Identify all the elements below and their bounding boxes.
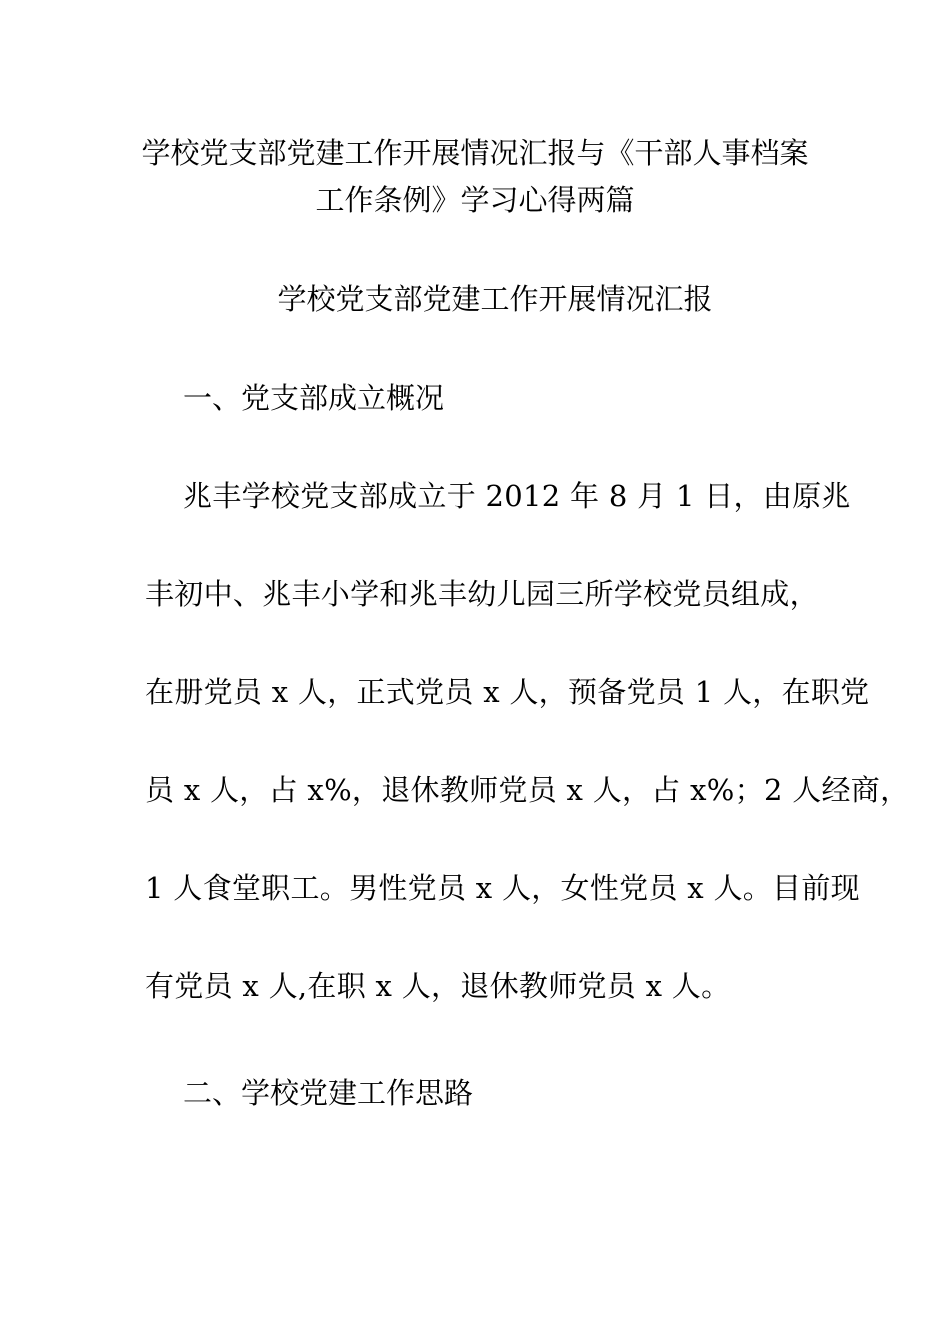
document-title-line-1: 学校党支部党建工作开展情况汇报与《干部人事档案 xyxy=(141,136,809,170)
section-heading-2: 二、学校党建工作思路 xyxy=(183,1076,474,1110)
body-text-line: 有党员 x 人,在职 x 人，退休教师党员 x 人。 xyxy=(145,969,731,1003)
body-text-line: 丰初中、兆丰小学和兆丰幼儿园三所学校党员组成， xyxy=(145,577,819,611)
document-title-line-2: 工作条例》学习心得两篇 xyxy=(315,183,635,217)
section-heading-1: 一、党支部成立概况 xyxy=(183,381,445,415)
report-subtitle: 学校党支部党建工作开展情况汇报 xyxy=(277,282,713,316)
body-text-line: 员 x 人，占 x%，退休教师党员 x 人，占 x%；2 人经商， xyxy=(145,773,910,807)
body-text-line: 在册党员 x 人，正式党员 x 人，预备党员 1 人，在职党 xyxy=(145,675,870,709)
body-text-line: 兆丰学校党支部成立于 2012 年 8 月 1 日，由原兆 xyxy=(183,479,851,513)
body-text-line: 1 人食堂职工。男性党员 x 人，女性党员 x 人。目前现 xyxy=(145,871,860,905)
